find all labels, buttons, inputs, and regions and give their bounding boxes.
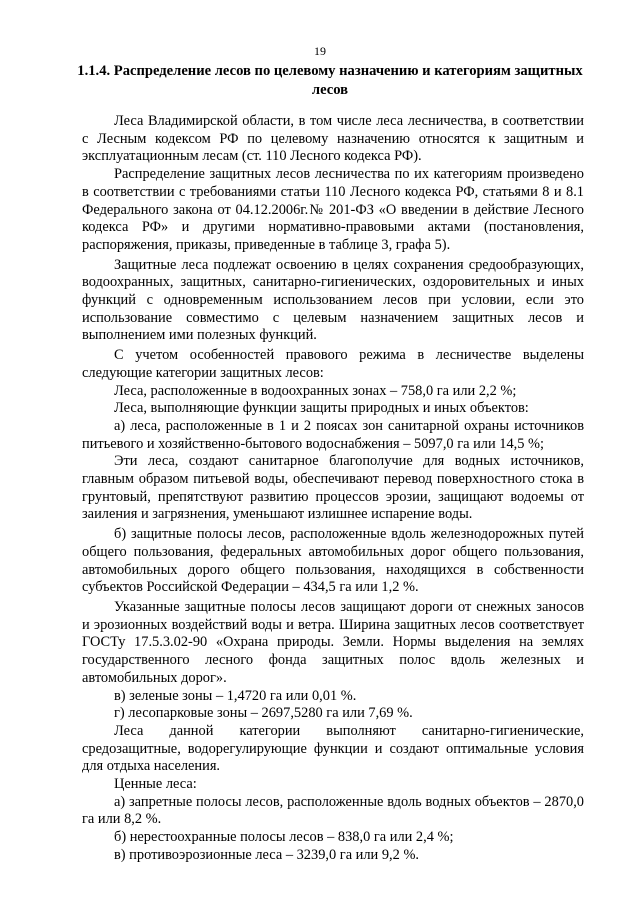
paragraph-road-strips-explanation: Указанные защитные полосы лесов защищают дороги от снежных заносов и эрозионных воздействий воды и ветра. Ширина защитных лесов соответствует ГОСТу 17.5.3.02-90 «Охрана природы. Земли. Нормы выделения на землях государственного лесного фонда защитных полос вдоль железных и автомобильных дорог».: [82, 598, 584, 686]
list-item-sanitary-zones: а) леса, расположенные в 1 и 2 поясах зон санитарной охраны источников питьевого и хозяйственно-бытового водоснабжения – 5097,0 га или 14,5 %;: [82, 417, 584, 452]
list-item-water-protection: Леса, расположенные в водоохранных зонах – 758,0 га или 2,2 %;: [114, 382, 517, 399]
list-item-road-strips: б) защитные полосы лесов, расположенные вдоль железнодорожных путей общего пользования, федеральных автомобильных дорог общего пользования, автомобильных дорого общего пользования, находящихся в собственности субъектов Российской Федерации – 434,5 га или 1,2 %.: [82, 526, 584, 596]
list-item-anti-erosion: в) противоэрозионные леса – 3239,0 га или 9,2 %.: [114, 846, 420, 863]
paragraph-sanitary-explanation: Эти леса, создают санитарное благополучие для водных источников, главным образом питьевой воды, обеспечивают перевод поверхностного стока в грунтовый, препятствуют развитию процессов эрозии, защищают водоемы от заиления и загрязнения, уменьшают излишнее испарение воды.: [82, 453, 584, 523]
paragraph-categories-intro: С учетом особенностей правового режима в лесничестве выделены следующие категории защитных лесов:: [82, 347, 584, 381]
paragraph-valuable-forests: Ценные леса:: [114, 776, 197, 793]
list-item-forest-park-zones: г) лесопарковые зоны – 2697,5280 га или 7,69 %.: [114, 705, 413, 722]
list-item-protection-functions: Леса, выполняющие функции защиты природных и иных объектов:: [114, 400, 529, 417]
paragraph-category-functions: Леса данной категории выполняют санитарно-гигиенические, средозащитные, водорегулирующие функции и создают оптимальные условия для отдыха населения.: [82, 722, 584, 775]
section-heading: 1.1.4. Распределение лесов по целевому назначению и категориям защитных лесов: [77, 63, 583, 98]
paragraph-forest-classification: Леса Владимирской области, в том числе леса лесничества, в соответствии с Лесным кодексом РФ по целевому назначению относятся к защитным и эксплуатационным лесам (ст. 110 Лесного кодекса РФ).: [82, 113, 584, 165]
list-item-green-zones: в) зеленые зоны – 1,4720 га или 0,01 %.: [114, 687, 357, 704]
paragraph-protective-forests: Защитные леса подлежат освоению в целях сохранения средообразующих, водоохранных, защитных, санитарно-гигиенических, оздоровительных и иных функций с одновременным использованием лесов при условии, если это использование совместимо с целевым назначением защитных лесов и выполнением ими полезных функций.: [82, 256, 584, 344]
document-body: [82, 113, 584, 865]
page-number: 19: [314, 44, 326, 58]
list-item-spawning-strips: б) нерестоохранные полосы лесов – 838,0 га или 2,4 %;: [114, 829, 454, 846]
list-item-prohibited-strips: а) запретные полосы лесов, расположенные вдоль водных объектов – 2870,0 га или 8,2 %.: [82, 793, 584, 828]
paragraph-distribution: Распределение защитных лесов лесничества по их категориям произведено в соответствии с требованиями статьи 110 Лесного кодекса РФ, статьями 8 и 8.1 Федерального закона от 04.12.2006г.№ 201-ФЗ «О введении в действие Лесного кодекса РФ» и другими нормативно-правовыми актами (постановления, распоряжения, приказы, приведенные в таблице 3, графа 5).: [82, 166, 584, 253]
